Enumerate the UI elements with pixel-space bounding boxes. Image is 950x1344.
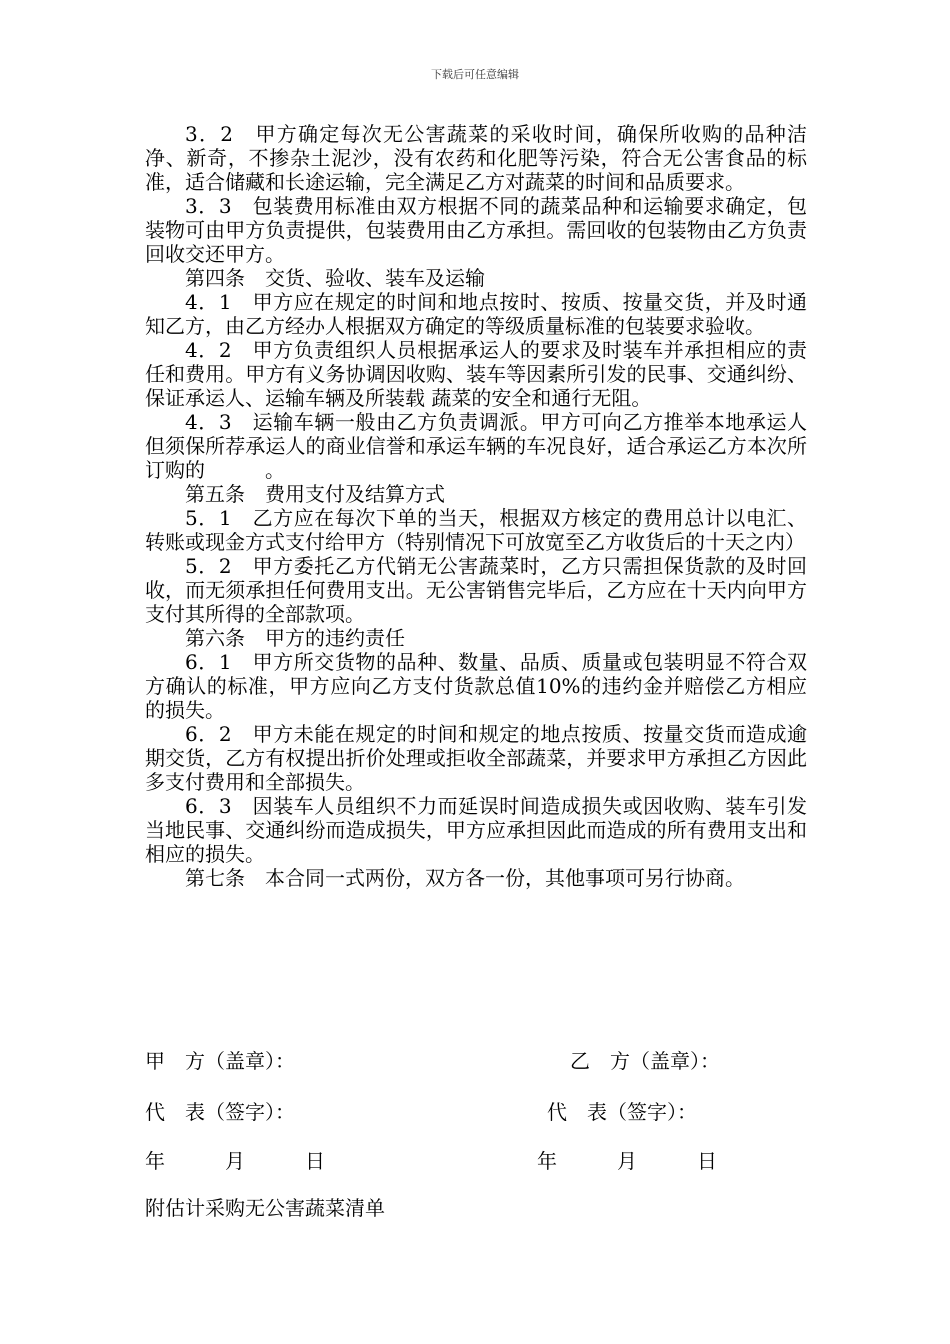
- page-header-note: 下载后可任意编辑: [431, 68, 519, 81]
- party-b-seal-label: 乙 方（盖章）：: [570, 1049, 720, 1073]
- clause-4-1: 4．1 甲方应在规定的时间和地点按时、按质、按量交货，并及时通知乙方，由乙方经办人根据双方确定的等级质量标准的包装要求验收。: [145, 290, 807, 338]
- article-7: 第七条 本合同一式两份，双方各一份，其他事项可另行协商。: [185, 866, 745, 890]
- article-6-heading: 第六条 甲方的违约责任: [185, 626, 405, 650]
- clause-4-2: 4．2 甲方负责组织人员根据承运人的要求及时装车并承担相应的责任和费用。甲方有义务协调因收购、装车等因素所引发的民事、交通纠纷、保证承运人、运输车辆及所装载 蔬菜的安全和通行无阻。: [145, 338, 807, 410]
- appendix-title: 附估计采购无公害蔬菜清单: [145, 1196, 385, 1220]
- party-b-date: 年 月 日: [537, 1149, 717, 1173]
- clause-3-3: 3．3 包装费用标准由双方根据不同的蔬菜品种和运输要求确定，包装物可由甲方负责提供，包装费用由乙方承担。需回收的包装物由乙方负责回收交还甲方。: [145, 194, 807, 266]
- clause-4-3: 4．3 运输车辆一般由乙方负责调派。甲方可向乙方推举本地承运人但须保所荐承运人的商业信誉和承运车辆的车况良好，适合承运乙方本次所订购的 。: [145, 410, 807, 482]
- party-b-rep-label: 代 表（签字）：: [547, 1100, 697, 1124]
- article-4-heading: 第四条 交货、验收、装车及运输: [185, 266, 485, 290]
- contract-body: [145, 122, 807, 890]
- article-5-heading: 第五条 费用支付及结算方式: [185, 482, 445, 506]
- clause-5-1: 5．1 乙方应在每次下单的当天，根据双方核定的费用总计以电汇、转账或现金方式支付给甲方（特别情况下可放宽至乙方收货后的十天之内）: [145, 506, 807, 554]
- party-a-rep-label: 代 表（签字）：: [145, 1100, 295, 1124]
- date-row: [145, 1145, 807, 1171]
- clause-3-2: 3．2 甲方确定每次无公害蔬菜的采收时间，确保所收购的品种洁净、新奇，不掺杂土泥沙，没有农药和化肥等污染，符合无公害食品的标准，适合储藏和长途运输，完全满足乙方对蔬菜的时间和品质要求。: [145, 122, 807, 194]
- representative-row: [145, 1096, 807, 1122]
- party-a-date: 年 月 日: [145, 1149, 325, 1173]
- party-a-seal-label: 甲 方（盖章）：: [145, 1049, 295, 1073]
- clause-6-2: 6．2 甲方未能在规定的时间和规定的地点按质、按量交货而造成逾期交货，乙方有权提出折价处理或拒收全部蔬菜，并要求甲方承担乙方因此多支付费用和全部损失。: [145, 722, 807, 794]
- clause-5-2: 5．2 甲方委托乙方代销无公害蔬菜时，乙方只需担保货款的及时回收，而无须承担任何费用支出。无公害销售完毕后，乙方应在十天内向甲方支付其所得的全部款项。: [145, 554, 807, 626]
- clause-6-1: 6．1 甲方所交货物的品种、数量、品质、质量或包装明显不符合双方确认的标准，甲方应向乙方支付货款总值10%的违约金并赔偿乙方相应的损失。: [145, 650, 807, 722]
- clause-6-3: 6．3 因装车人员组织不力而延误时间造成损失或因收购、装车引发当地民事、交通纠纷而造成损失，甲方应承担因此而造成的所有费用支出和相应的损失。: [145, 794, 807, 866]
- party-seal-row: [145, 1045, 807, 1071]
